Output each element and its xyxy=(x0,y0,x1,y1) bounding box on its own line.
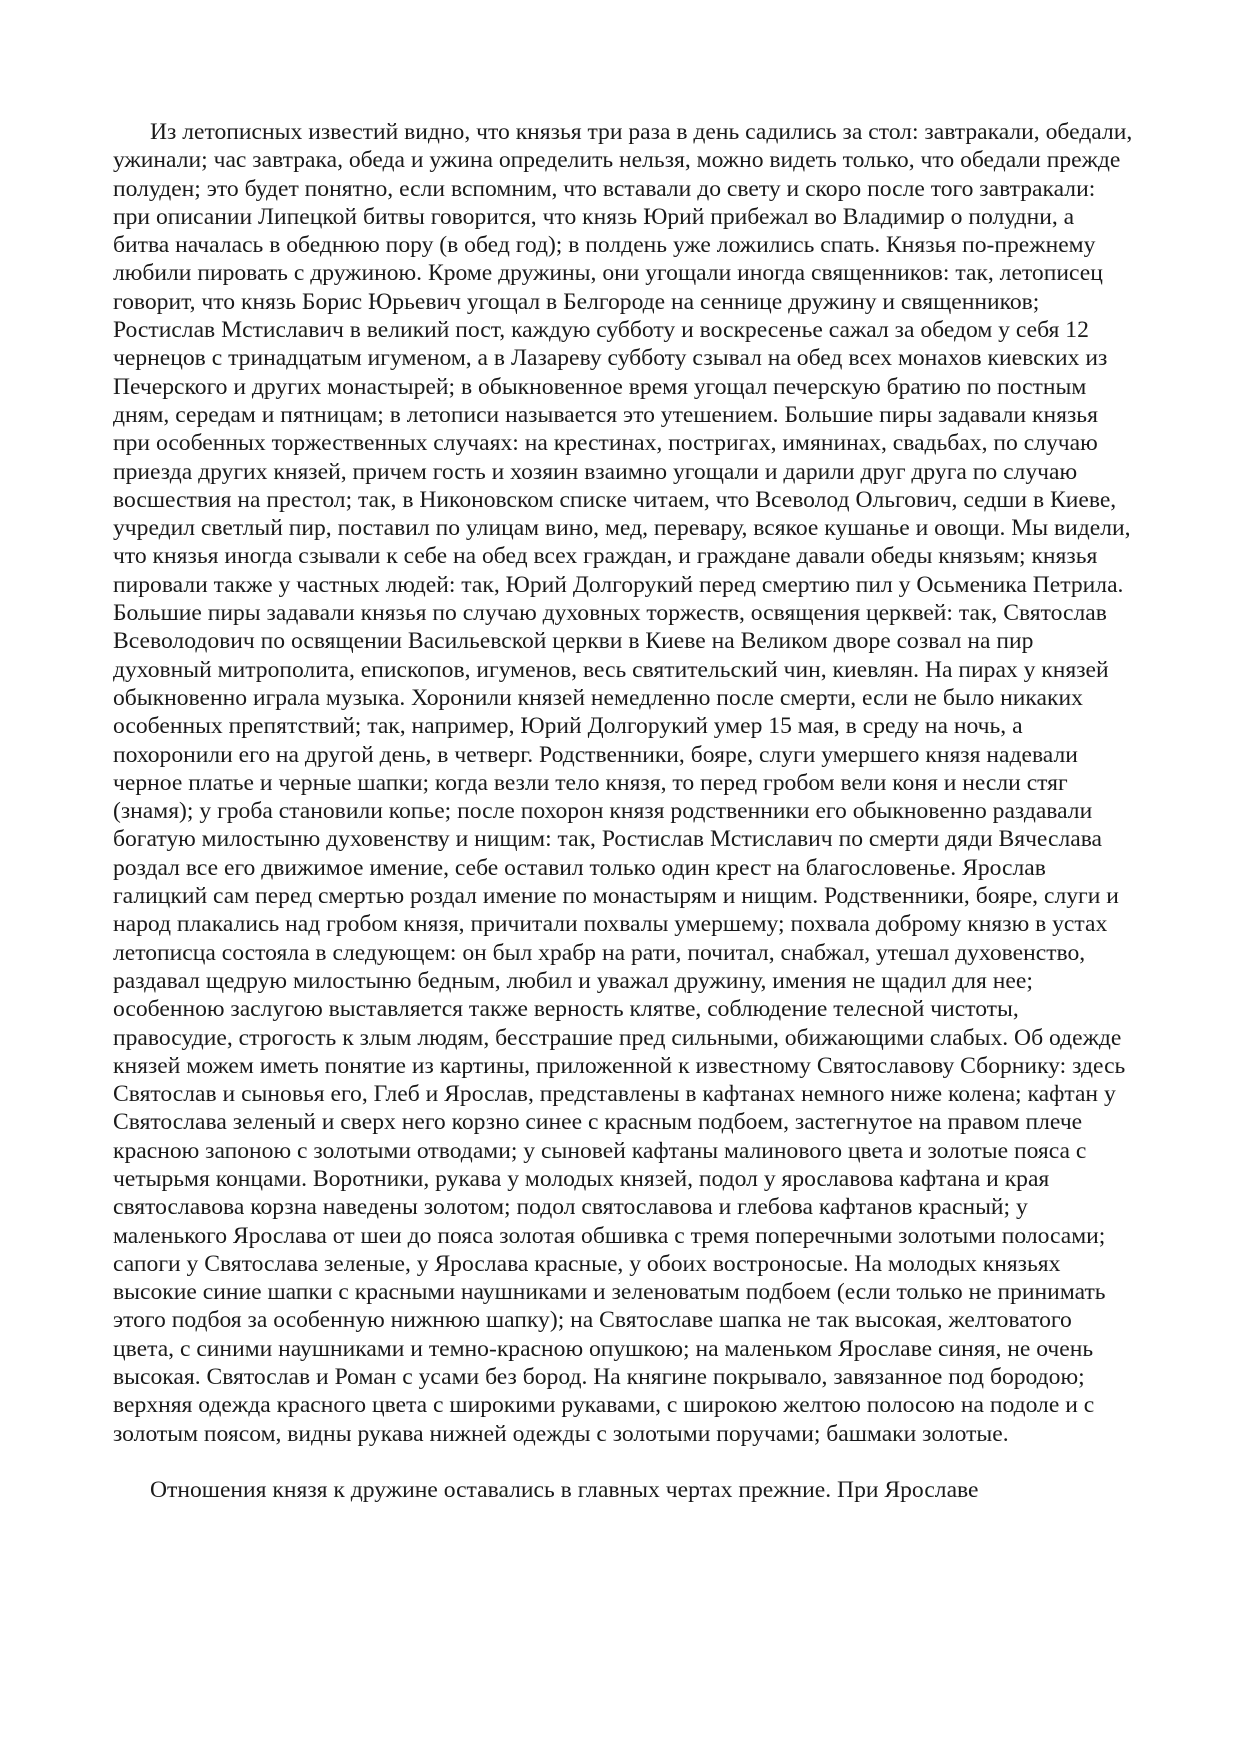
body-text xyxy=(113,118,1133,1504)
paragraph-2: Отношения князя к дружине оставались в главных чертах прежние. При Ярославе xyxy=(150,1476,979,1503)
paragraph-1: Из летописных известий видно, что князья три раза в день садились за стол: завтракали, обедали, ужинали; час завтрака, обеда и ужина определить нельзя, можно видеть только, что обедали прежде полуден; это будет понятно, если вспомним, что вставали до свету и скоро после того завтракали: при описании Липецкой битвы говорится, что князь Юрий прибежал во Владимир о полудни, а битва началась в обеднюю пору (в обед год); в полдень уже ложились спать. Князья по-прежнему любили пировать с дружиною. Кроме дружины, они угощали иногда священников: так, летописец говорит, что князь Борис Юрьевич угощал в Белгороде на сеннице дружину и священников; Ростислав Мстиславич в великий пост, каждую субботу и воскресенье сажал за обедом у себя 12 чернецов с тринадцатым игуменом, а в Лазареву субботу сзывал на обед всех монахов киевских из Печерского и других монастырей; в обыкновенное время угощал печерскую братию по постным дням, середам и пятницам; в летописи называется это утешением. Большие пиры задавали князья при особенных торжественных случаях: на крестинах, постригах, имянинах, свадьбах, по случаю приезда других князей, причем гость и хозяин взаимно угощали и дарили друг друга по случаю восшествия на престол; так, в Никоновском списке читаем, что Всеволод Ольгович, седши в Киеве, учредил светлый пир, поставил по улицам вино, мед, перевару, всякое кушанье и овощи. Мы видели, что князья иногда сзывали к себе на обед всех граждан, и граждане давали обеды князьям; князья пировали также у частных людей: так, Юрий Долгорукий перед смертию пил у Осьменика Петрила. Большие пиры задавали князья по случаю духовных торжеств, освящения церквей: так, Святослав Всеволодович по освящении Васильевской церкви в Киеве на Великом дворе созвал на пир духовный митрополита, епископов, игуменов, весь святительский чин, киевлян. На пирах у князей обыкновенно играла музыка. Хоронили князей немедленно после смерти, если не было никаких особенных препятствий; так, например, Юрий Долгорукий умер 15 мая, в среду на ночь, а похоронили его на другой день, в четверг. Родственники, бояре, слуги умершего князя надевали черное платье и черные шапки; когда везли тело князя, то перед гробом вели коня и несли стяг (знамя); у гроба становили копье; после похорон князя родственники его обыкновенно раздавали богатую милостыню духовенству и нищим: так, Ростислав Мстиславич по смерти дяди Вячеслава роздал все его движимое имение, себе оставил только один крест на благословенье. Ярослав галицкий сам перед смертью роздал имение по монастырям и нищим. Родственники, бояре, слуги и народ плакались над гробом князя, причитали похвалы умершему; похвала доброму князю в устах летописца состояла в следующем: он был храбр на рати, почитал, снабжал, утешал духовенство, раздавал щедрую милостыню бедным, любил и уважал дружину, имения не щадил для нее; особенною заслугою выставляется также верность клятве, соблюдение телесной чистоты, правосудие, строгость к злым людям, бесстрашие пред сильными, обижающими слабых. Об одежде князей можем иметь понятие из картины, приложенной к известному Святославову Сборнику: здесь Святослав и сыновья его, Глеб и Ярослав, представлены в кафтанах немного ниже колена; кафтан у Святослава зеленый и сверх него корзно синее с красным подбоем, застегнутое на правом плече красною запонoю с золотыми отводами; у сыновей кафтаны малинового цвета и золотые пояса с четырьмя концами. Воротники, рукава у молодых князей, подол у ярославова кафтана и края святославова корзна наведены золотом; подол святославова и глебова кафтанов красный; у маленького Ярослава от шеи до пояса золотая обшивка с тремя поперечными золотыми полосами; сапоги у Святослава зеленые, у Ярослава красные, у обоих востроносые. На молодых князьях высокие синие шапки с красными наушниками и зеленоватым подбоем (если только не принимать этого подбоя за особенную нижнюю шапку); на Святославе шапка не так высокая, желтоватого цвета, с синими наушниками и темно-красною опушкою; на маленьком Ярославе синяя, не очень высокая. Святослав и Роман с усами без бород. На княгине покрывало, завязанное под бородою; верхняя одежда красного цвета с широкими рукавами, с широкою желтою полосою на подоле и с золотым поясом, видны рукава нижней одежды с золотыми поручами; башмаки золотые. xyxy=(113,119,1133,1447)
